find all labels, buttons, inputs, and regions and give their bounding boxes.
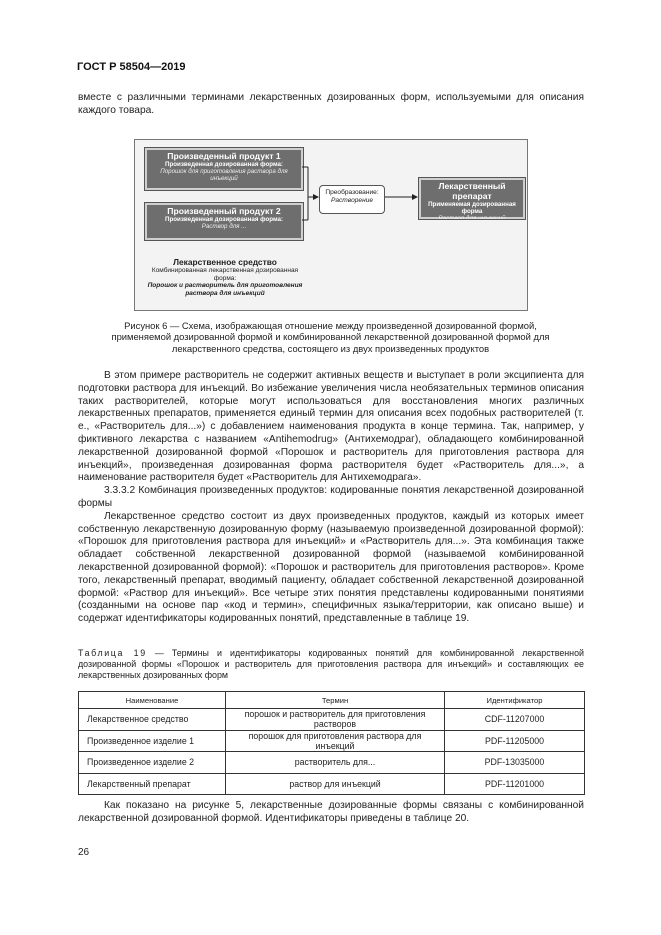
table-cell: Лекарственный препарат <box>79 773 226 795</box>
body-paragraph: Лекарственное средство состоит из двух произведенных продуктов, каждый из которых имеет собственную лекарственную дозированную форму (называемую произведенной дозированной формой): «Порошок для приготовления раствора для инъекций» и «Растворитель для...». Эта комбинация также обладает собственной лекарственной дозированной формой (называемой комбинированной лекарственной дозированной формой): «Порошок и растворитель для приготовления растворов». Кроме того, лекарственный препарат, вводимый пациенту, обладает собственной лекарственной дозированной формой: «Раствор для инъекций». Все четыре этих понятия представлены кодированными понятиями (созданными на основе пар «код и термин», специфичных языка/территории, как описано выше) и содержат идентификаторы кодированных понятий, представленные в таблице 19. <box>78 510 584 625</box>
closing-paragraph: Как показано на рисунке 5, лекарственные дозированные формы связаны с комбинированной лекарственной дозированной формой. Идентификаторы приведены в таблице 20. <box>78 800 584 824</box>
body-text <box>78 370 584 626</box>
section-heading: 3.3.3.2 Комбинация произведенных продуктов: кодированные понятия лекарственной дозированной формы <box>78 485 584 509</box>
table-caption <box>78 648 584 681</box>
table-cell: порошок и растворитель для приготовления растворов <box>226 709 445 731</box>
product2-form-value: Раствор для ... <box>201 223 247 231</box>
table-cell: CDF-11207000 <box>445 709 585 731</box>
product1-title: Произведенный продукт 1 <box>167 151 281 161</box>
table-header-row <box>79 692 585 709</box>
drug-form-label: Применяемая дозированная форма <box>428 201 516 216</box>
column-header-identifier: Идентификатор <box>445 692 585 709</box>
table-row <box>79 709 585 731</box>
drug-title: Лекарственный препарат <box>438 181 506 201</box>
medicinal-form-value: Порошок и растворитель для приготовления раствора для инъекций <box>147 282 303 297</box>
body-paragraph: В этом примере растворитель не содержит активных веществ и выступает в роли эксципиента для подготовки раствора для инъекций. Во избежание увеличения числа необязательных терминов описания таких растворителей, которые могут использоваться для восстановления многих различных лекарственных препаратов, применяется единый термин для описания всех подобных растворителей (т. е., «Растворитель для...») с добавлением наименования продукта в конце термина. Так, например, у фиктивного лекарства с названием «Antihemodrug» (Антихемодраг), обладающего комбинированной лекарственной дозированной формой «Порошок и растворитель для приготовления раствора для инъекций», произведенная дозированная форма растворителя будет «Растворитель для...», а наименование растворителя будет «Растворитель для Антихемодрага». <box>78 370 584 484</box>
table-cell: PDF-13035000 <box>445 752 585 774</box>
figure-diagram <box>134 139 528 311</box>
product1-form-label: Произведенная дозированная форма: <box>165 161 283 168</box>
table-row <box>79 730 585 752</box>
figure-caption: Рисунок 6 — Схема, изображающая отношение между произведенной дозированной формой, применяемой дозированной формой и комбинированной лекарственной дозированной формой для лекарственного средства, состоящего из двух произведенных продуктов <box>111 320 550 354</box>
transformation-label: Преобразование: <box>325 189 379 196</box>
medicinal-form-label: Комбинированная лекарственная дозированная форма: <box>151 267 299 282</box>
table-cell: Произведенное изделие 1 <box>79 730 226 752</box>
identifiers-table <box>78 691 585 795</box>
table-cell: Лекарственное средство <box>79 709 226 731</box>
transformation-value: Растворение <box>330 197 374 204</box>
table-cell: PDF-11201000 <box>445 773 585 795</box>
document-header: ГОСТ Р 58504—2019 <box>77 61 186 73</box>
table-caption-text: — Термины и идентификаторы кодированных понятий для комбинированной лекарственной дозированной формы «Порошок и растворитель для приготовления раствора для инъекций» и составляющих ее лекарственных дозированных форм <box>78 648 584 680</box>
table-row <box>79 752 585 774</box>
column-header-term: Термин <box>226 692 445 709</box>
product2-title: Произведенный продукт 2 <box>167 206 281 216</box>
table-cell: растворитель для... <box>226 752 445 774</box>
table-row <box>79 773 585 795</box>
table-caption-prefix: Таблица 19 <box>78 648 147 658</box>
product2-form-label: Произведенная дозированная форма: <box>165 216 283 223</box>
table-cell: Произведенное изделие 2 <box>79 752 226 774</box>
diagram-connectors <box>135 140 527 310</box>
product1-form-value: Порошок для приготовления раствора для инъекций <box>160 168 288 183</box>
intro-paragraph: вместе с различными терминами лекарственных дозированных форм, используемыми для описания каждого товара. <box>78 92 584 116</box>
page-number: 26 <box>78 847 90 858</box>
medicinal-title: Лекарственное средство <box>173 257 277 267</box>
table-cell: раствор для инъекций <box>226 773 445 795</box>
drug-form-value: Раствор для инъекций <box>438 215 506 223</box>
table-cell: порошок для приготовления раствора для инъекций <box>226 730 445 752</box>
column-header-name: Наименование <box>79 692 226 709</box>
table-cell: PDF-11205000 <box>445 730 585 752</box>
